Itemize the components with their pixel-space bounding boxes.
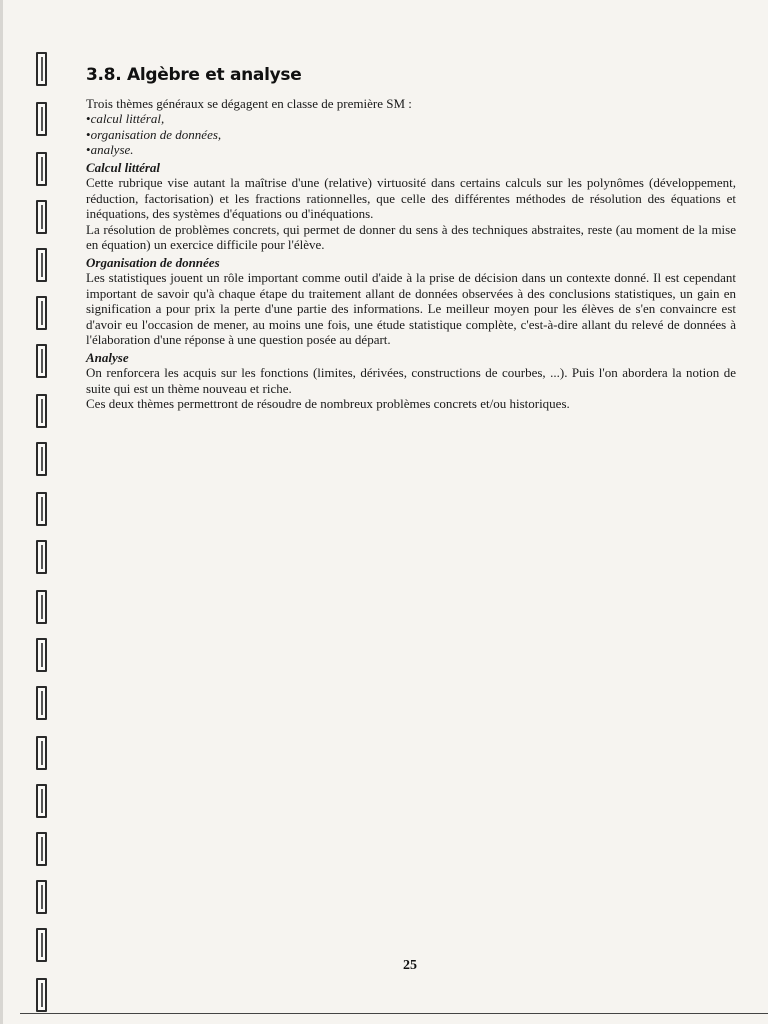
binding-ring — [36, 928, 47, 962]
binding-ring — [36, 200, 47, 234]
intro-text: Trois thèmes généraux se dégagent en classe de première SM : — [86, 95, 412, 111]
calcul-heading: Calcul littéral — [86, 159, 161, 175]
organisation-paragraph: Les statistiques jouent un rôle important comme outil d'aide à la prise de décision dans un contexte donné. Il est cependant important de savoir qu'à chaque étape du traitement allant de données observées à des conclusions statistiques, un gain en signification a pour prix la perte d'une partie des informations. Le meilleur moyen pour les élèves de s'en convaincre est d'avoir eu l'occasion de mener, au moins une fois, une étude statistique complète, c'est-à-dire allant du relevé de données à l'élaboration d'une réponse à une question posée au départ. — [86, 270, 736, 347]
binding-ring — [36, 832, 47, 866]
analyse-paragraph: On renforcera les acquis sur les fonctions (limites, dérivées, constructions de courbes, ...). Puis l'on abordera la notion de suite qui est un thème nouveau et riche. — [86, 365, 736, 396]
page-number: 25 — [403, 958, 417, 973]
binding-ring — [36, 590, 47, 624]
theme-item: • calcul littéral, — [86, 111, 736, 127]
binding-ring — [36, 492, 47, 526]
binding-ring — [36, 880, 47, 914]
binding-ring — [36, 296, 47, 330]
binding-ring — [36, 442, 47, 476]
analyse-paragraph: Ces deux thèmes permettront de résoudre de nombreux problèmes concrets et/ou historiques. — [86, 396, 570, 411]
binding-ring — [36, 540, 47, 574]
page-edge — [0, 0, 3, 1024]
bottom-rule — [20, 1013, 768, 1014]
calcul-paragraph: Cette rubrique vise autant la maîtrise d'une (relative) virtuosité dans certains calculs sur les polynômes (développement, réduction, factorisation) et les fractions rationnelles, que celle des différentes méthodes de résolution des équations et inéquations, des systèmes d'équations ou d'inéquations. — [86, 175, 736, 221]
binding-ring — [36, 978, 47, 1012]
binding-ring — [36, 102, 47, 136]
main-content — [86, 65, 736, 412]
calcul-paragraph: La résolution de problèmes concrets, qui permet de donner du sens à des techniques abstraites, reste (au moment de la mise en équation) un exercice difficile pour l'élève. — [86, 221, 736, 252]
binding-ring — [36, 686, 47, 720]
ring-binding — [0, 0, 70, 1024]
organisation-heading: Organisation de données — [86, 254, 220, 270]
binding-ring — [36, 52, 47, 86]
binding-ring — [36, 736, 47, 770]
theme-item: • analyse. — [86, 142, 736, 158]
binding-ring — [36, 248, 47, 282]
binding-ring — [36, 344, 47, 378]
binding-ring — [36, 394, 47, 428]
theme-item: • organisation de données, — [86, 127, 736, 143]
section-title: 3.8. Algèbre et analyse — [86, 65, 302, 85]
themes-list — [86, 111, 736, 158]
analyse-heading: Analyse — [86, 349, 129, 365]
binding-ring — [36, 638, 47, 672]
binding-ring — [36, 152, 47, 186]
binding-ring — [36, 784, 47, 818]
